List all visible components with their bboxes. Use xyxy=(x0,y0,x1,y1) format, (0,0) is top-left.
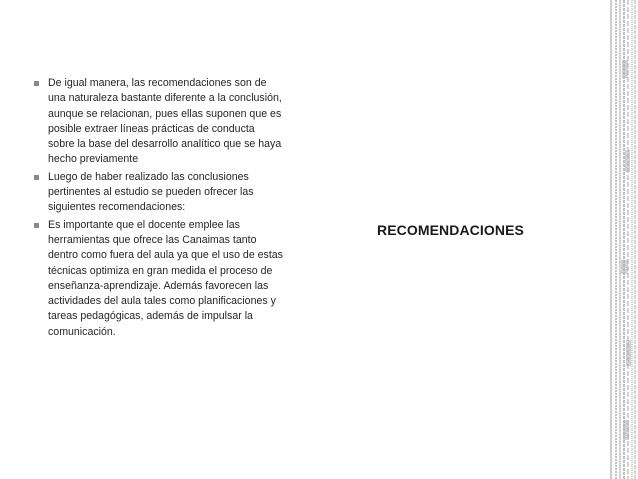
bullet-item xyxy=(34,170,284,216)
bullet-item xyxy=(34,218,284,340)
bullet-item xyxy=(34,76,284,168)
square-bullet-icon xyxy=(34,223,39,228)
slide-title: RECOMENDACIONES xyxy=(377,222,524,238)
bullet-text: De igual manera, las recomendaciones son de una naturaleza bastante diferente a la conclusión, aunque se relacionan, pues ellas suponen que es posible extraer líneas prácticas de conducta sobre la base del desarrollo analítico que se haya hecho previamente xyxy=(48,77,282,166)
square-bullet-icon xyxy=(34,175,39,180)
bullet-list xyxy=(34,76,284,342)
square-bullet-icon xyxy=(34,81,39,86)
bullet-text: Es importante que el docente emplee las herramientas que ofrece las Canaimas tanto dentro como fuera del aula ya que el uso de estas técnicas optimiza en gran medida el proceso de enseñanza-aprendizaje. Además favorecen las actividades del aula tales como planificaciones y tareas pedagógicas, además de impulsar la comunicación. xyxy=(48,218,283,338)
edge-stripe-decoration xyxy=(598,0,638,479)
bullet-text: Luego de haber realizado las conclusiones pertinentes al estudio se pueden ofrecer las siguientes recomendaciones: xyxy=(48,170,254,214)
